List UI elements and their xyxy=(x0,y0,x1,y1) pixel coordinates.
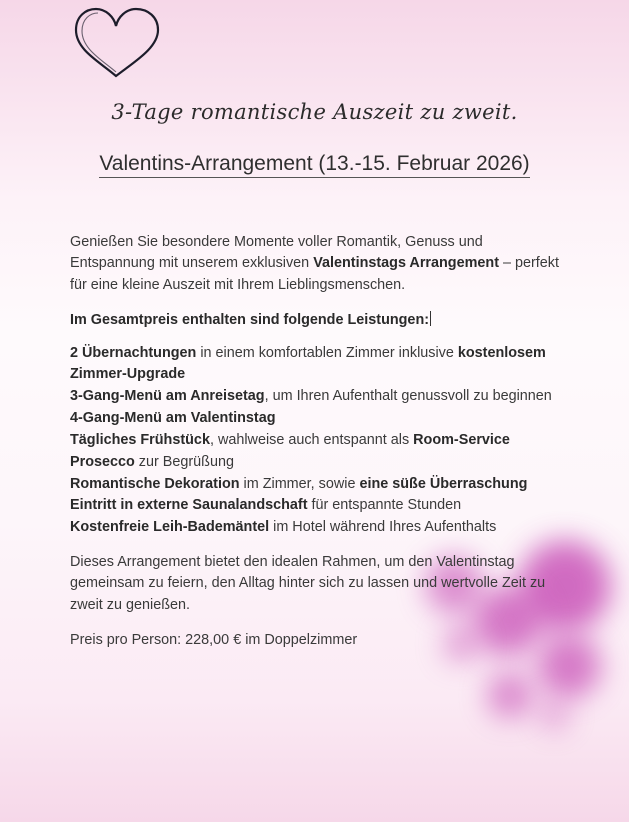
intro-paragraph xyxy=(70,232,562,296)
list-item-rest: für entspannte Stunden xyxy=(307,497,462,514)
list-item-strong: Tägliches Frühstück xyxy=(70,431,210,448)
list-item xyxy=(70,343,562,385)
decorative-blob xyxy=(487,672,533,718)
list-item-rest: im Zimmer, sowie xyxy=(239,475,360,492)
list-item-rest: im Hotel während Ihres Aufenthalts xyxy=(269,519,497,536)
text-caret xyxy=(430,311,431,326)
list-item xyxy=(70,408,562,429)
list-item-strong: 2 Übernachtungen xyxy=(70,345,197,362)
list-item xyxy=(70,452,562,473)
list-item xyxy=(70,517,562,538)
list-item xyxy=(70,430,562,451)
page-subtitle xyxy=(0,152,629,176)
document-body xyxy=(70,232,562,651)
list-item xyxy=(70,386,562,407)
list-item-strong: Romantische Dekoration xyxy=(70,475,240,492)
list-item-rest: , wahlweise auch entspannt als xyxy=(209,431,414,448)
page-subtitle-text: Valentins-Arrangement (13.-15. Februar 2026) xyxy=(99,152,529,178)
list-item-strong: 4-Gang-Menü am Valentinstag xyxy=(70,409,276,426)
lead-in-text xyxy=(70,310,562,331)
list-item-rest: in einem komfortablen Zimmer inklusive xyxy=(196,345,458,362)
intro-highlight: Valentinstags Arrangement xyxy=(313,255,499,272)
intro-part2: – perfekt für eine kleine Auszeit mit Ihrem Lieblingsmenschen. xyxy=(70,255,559,293)
list-item xyxy=(70,495,562,516)
decorative-blob xyxy=(539,700,569,730)
list-item-strong2: eine süße Überraschung xyxy=(359,475,528,492)
intro-part1: Genießen Sie besondere Momente voller Romantik, Genuss und Entspannung mit unserem exklusiven xyxy=(70,234,483,272)
list-item-strong: Eintritt in externe Saunalandschaft xyxy=(70,497,308,514)
lead-in-label: Im Gesamtpreis enthalten sind folgende Leistungen: xyxy=(70,311,430,328)
page-title: 3-Tage romantische Auszeit zu zweit. xyxy=(111,100,518,124)
list-item-strong2: kostenlosem Zimmer-Upgrade xyxy=(70,345,546,383)
list-item-strong2: Room-Service xyxy=(413,431,510,448)
list-item-rest: zur Begrüßung xyxy=(134,453,234,470)
price-line: Preis pro Person: 228,00 € im Doppelzimmer xyxy=(70,632,358,649)
services-list xyxy=(70,343,562,538)
list-item xyxy=(70,474,562,495)
list-item-strong: 3-Gang-Menü am Anreisetag xyxy=(70,388,265,404)
list-item-strong: Kostenfreie Leih-Bademäntel xyxy=(70,519,270,536)
heart-outline-logo-icon xyxy=(70,6,162,80)
closing-paragraph: Dieses Arrangement bietet den idealen Rahmen, um den Valentinstag gemeinsam zu feiern, den Alltag hinter sich zu lassen und wertvolle Zeit zu zweit zu genießen. xyxy=(70,554,546,613)
list-item-rest: , um Ihren Aufenthalt genussvoll zu beginnen xyxy=(264,388,552,404)
list-item-strong: Prosecco xyxy=(70,453,135,470)
